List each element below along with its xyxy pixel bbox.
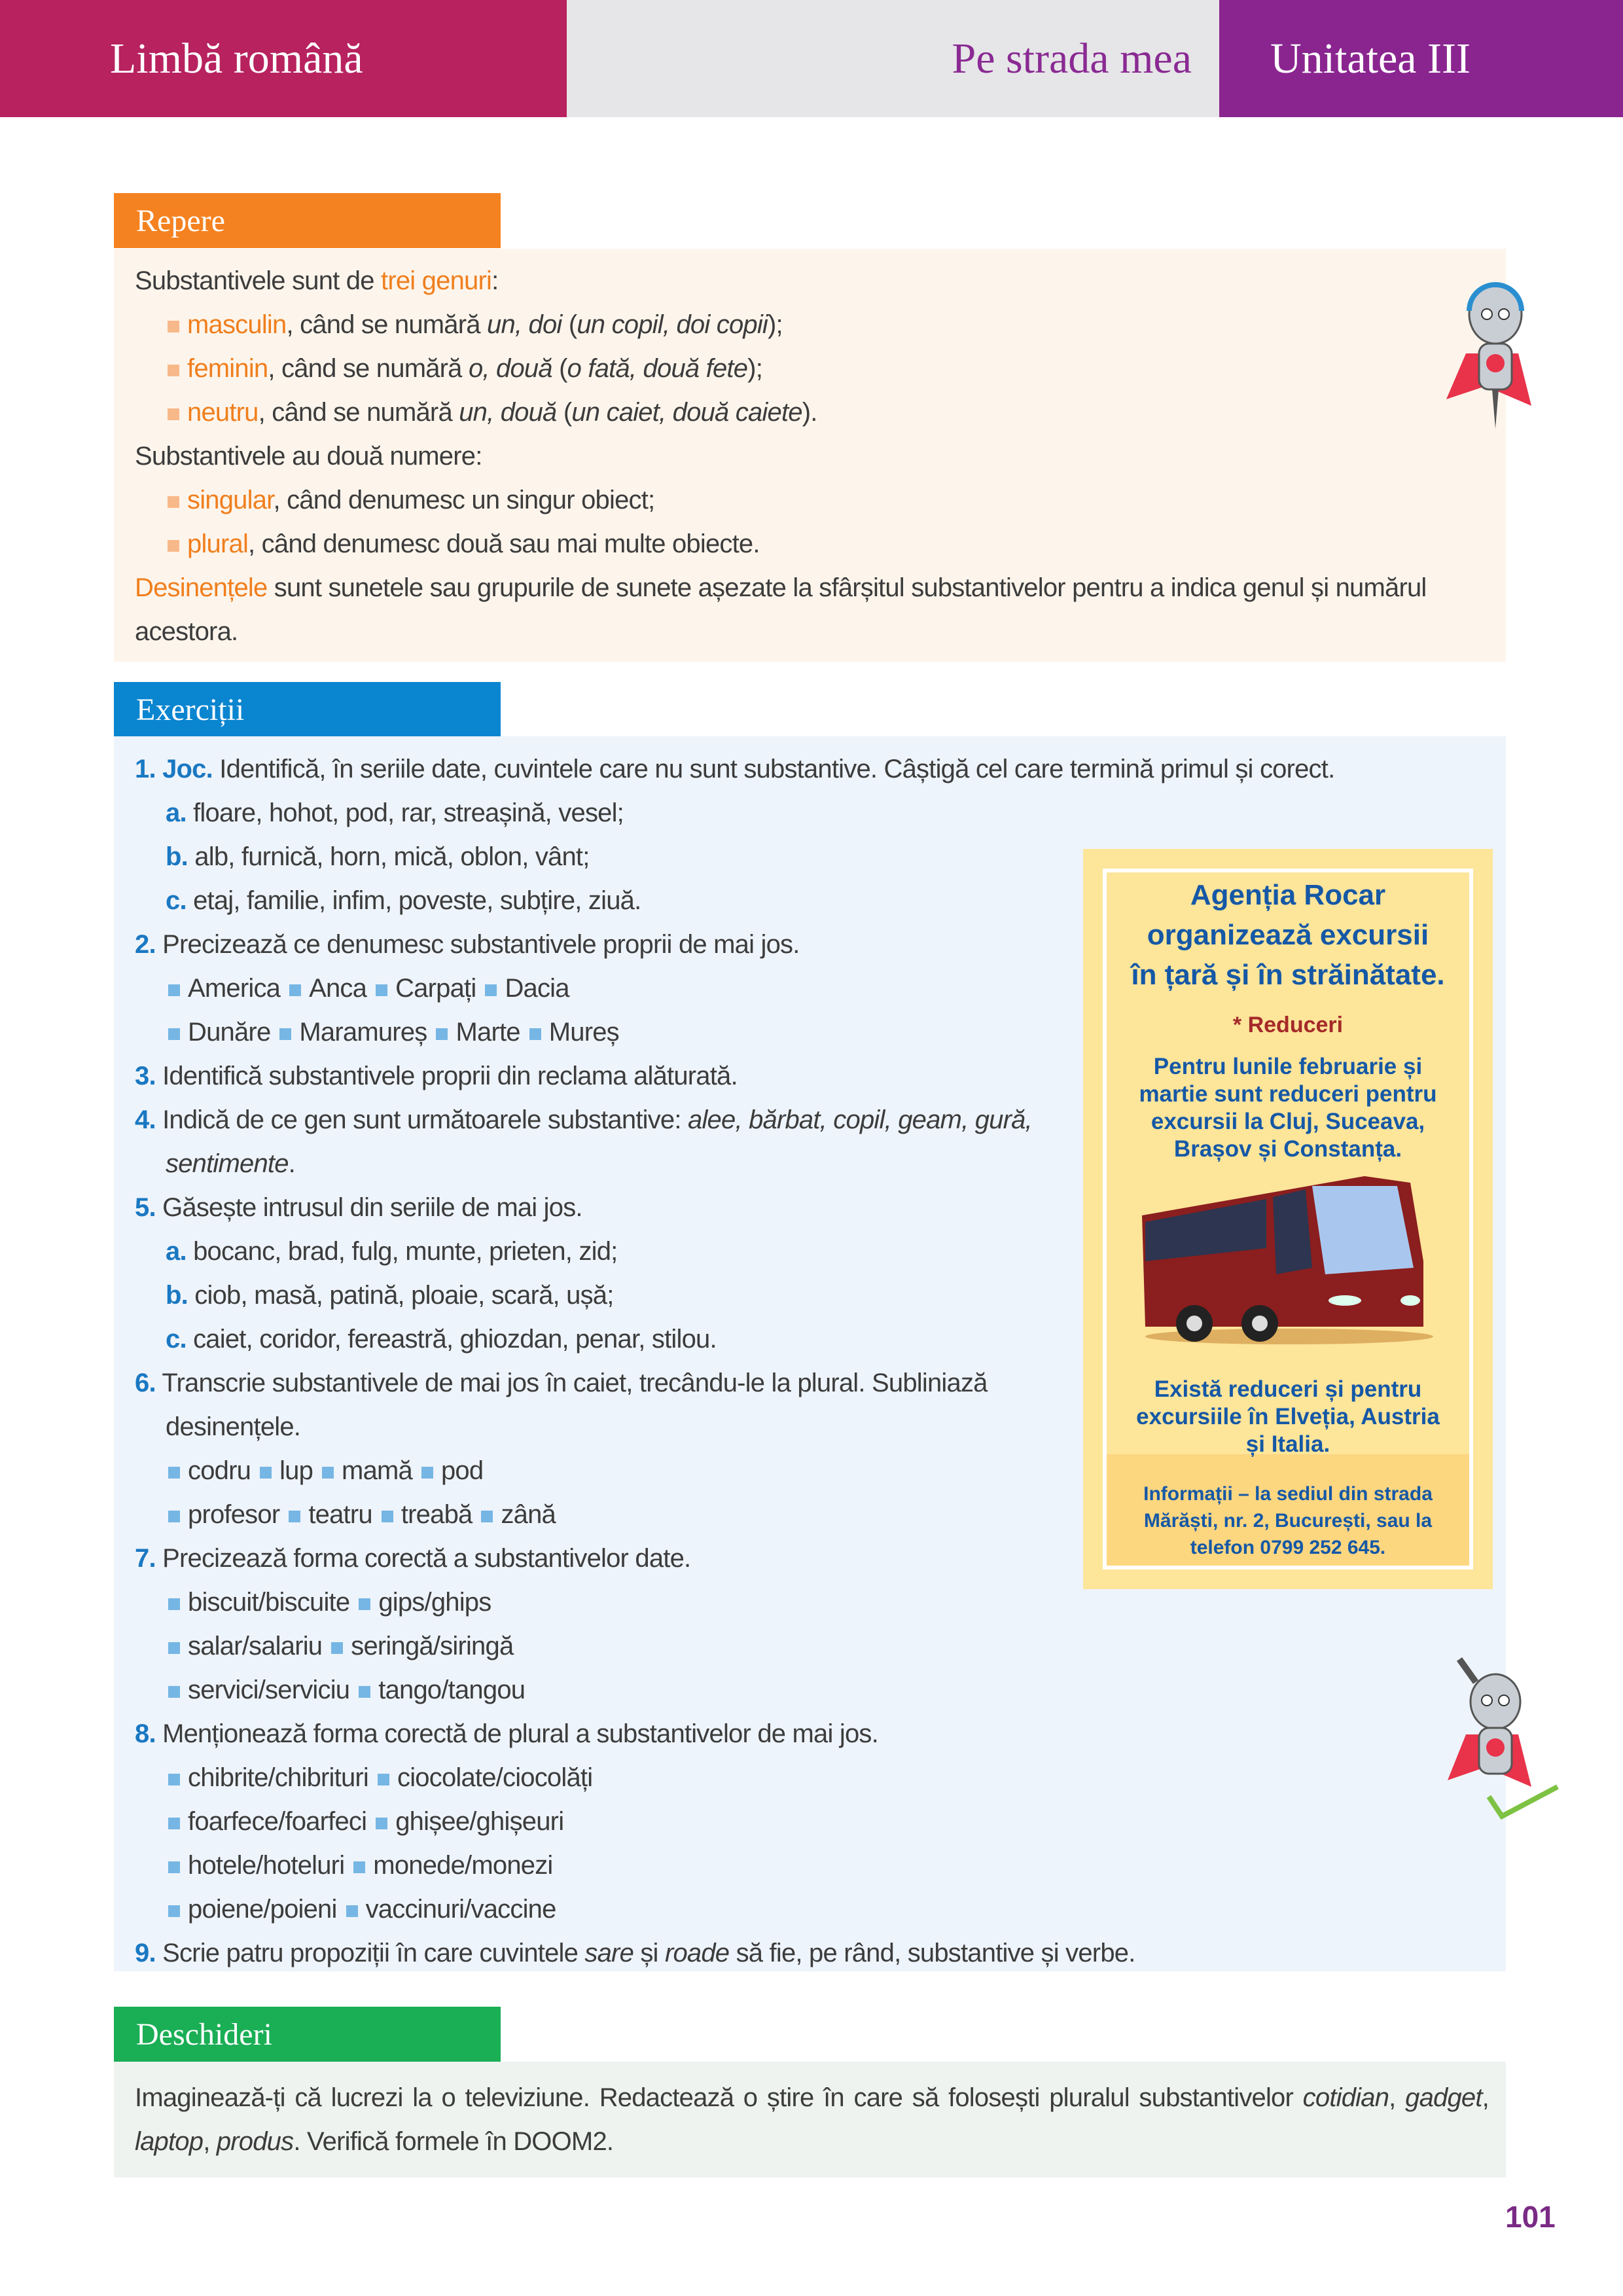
- word: Mureș: [548, 1018, 619, 1047]
- ad-abroad-line: și Italia.: [1245, 1431, 1330, 1457]
- lesson-title: Pe strada mea: [567, 0, 1219, 117]
- exercise-number: 4.: [135, 1105, 156, 1134]
- bullet-item: [135, 478, 1480, 522]
- bullet-icon: [279, 1028, 291, 1040]
- bullet-icon: [168, 1028, 180, 1040]
- word: Marte: [455, 1018, 520, 1047]
- bullet-icon: [168, 321, 179, 332]
- text-run: masculin: [187, 310, 287, 339]
- text-run: și: [633, 1939, 665, 1967]
- exercise-item: [135, 1712, 1496, 1756]
- text-run: Joc.: [162, 755, 213, 783]
- word: Anca: [309, 974, 367, 1003]
- word: America: [188, 974, 281, 1003]
- text-run: Substantivele sunt de: [135, 266, 381, 295]
- exercise-number: 3.: [135, 1062, 156, 1090]
- text-run: laptop: [135, 2127, 204, 2156]
- subitem-letter: a.: [166, 1237, 187, 1266]
- text-run: Identifică substantivele proprii din reclama alăturată.: [162, 1062, 738, 1090]
- word-list: [135, 1800, 1496, 1844]
- word: ciocolate/ciocolăți: [397, 1763, 593, 1792]
- bullet-item: [135, 347, 1480, 391]
- bus-icon: [1135, 1170, 1443, 1353]
- word: treabă: [401, 1500, 473, 1529]
- exercise-item: [135, 1098, 1064, 1186]
- ad-discount-line: excursii la Cluj, Suceava,: [1150, 1109, 1425, 1134]
- text-run: , când denumesc două sau mai multe obiecte.: [248, 529, 760, 558]
- bullet-icon: [421, 1467, 433, 1479]
- bullet-icon: [529, 1028, 541, 1040]
- exercise-number: 8.: [135, 1719, 156, 1748]
- bullet-icon: [353, 1861, 365, 1873]
- bullet-icon: [168, 1598, 180, 1610]
- text-run: neutru: [187, 398, 259, 427]
- ad-title-line: organizează excursii: [1147, 919, 1429, 951]
- text-run: plural: [187, 529, 249, 558]
- text-run: (: [556, 398, 572, 427]
- ad-discount-line: martie sunt reduceri pentru: [1139, 1081, 1437, 1107]
- text-run: ciob, masă, patină, ploaie, scară, ușă;: [194, 1281, 614, 1310]
- robot-mascot-icon: [1440, 275, 1551, 439]
- word: mamă: [342, 1456, 412, 1485]
- text-run: . Verifică formele în DOOM2.: [293, 2127, 614, 2156]
- exercise-number: 5.: [135, 1193, 156, 1222]
- text-run: Menționează forma corectă de plural a substantivelor de mai jos.: [162, 1719, 878, 1748]
- exercitii-tab: Exerciții: [114, 682, 501, 737]
- ad-reduceri: * Reduceri: [1232, 1013, 1344, 1037]
- text-run: ,: [1389, 2083, 1406, 2112]
- text-run: etaj, familie, infim, poveste, subțire, ziuă.: [193, 886, 641, 915]
- word-list: [135, 1844, 1496, 1888]
- bullet-icon: [322, 1467, 334, 1479]
- paragraph: [135, 566, 1480, 654]
- text-run: .: [288, 1149, 295, 1178]
- text-run: Precizează ce denumesc substantivele proprii de mai jos.: [162, 930, 800, 959]
- word: Dunăre: [188, 1018, 271, 1047]
- text-run: caiet, coridor, fereastră, ghiozdan, penar, stilou.: [193, 1325, 717, 1354]
- text-run: produs: [216, 2127, 294, 2156]
- word: hotele/hoteluri: [188, 1851, 345, 1880]
- ad-title-line: Agenția Rocar: [1190, 879, 1386, 911]
- bullet-icon: [260, 1467, 272, 1479]
- word: Carpați: [395, 974, 476, 1003]
- word-list: [135, 1888, 1496, 1931]
- repere-box: [114, 249, 1506, 662]
- bullet-icon: [359, 1598, 370, 1610]
- bullet-icon: [376, 984, 387, 996]
- subitem-letter: b.: [166, 1281, 188, 1310]
- ad-title-line: în țară și în străinătate.: [1131, 959, 1445, 991]
- word: Maramureș: [299, 1018, 427, 1047]
- word: foarfece/foarfeci: [188, 1807, 367, 1836]
- text-run: ,: [203, 2127, 217, 2156]
- bullet-item: [135, 522, 1480, 566]
- bullet-icon: [168, 1642, 180, 1654]
- word: servici/serviciu: [188, 1676, 350, 1704]
- bullet-icon: [168, 1511, 180, 1522]
- bullet-icon: [359, 1686, 370, 1698]
- page-number: 101: [1505, 2200, 1556, 2234]
- text-run: bocanc, brad, fulg, munte, prieten, zid;: [193, 1237, 618, 1266]
- bullet-icon: [168, 1467, 180, 1479]
- text-run: Substantivele au două numere:: [135, 442, 482, 471]
- text-run: singular: [187, 486, 274, 514]
- text-run: );: [747, 354, 763, 383]
- ad-abroad-line: excursiile în Elveția, Austria: [1136, 1404, 1440, 1429]
- text-run: o, două: [468, 354, 552, 383]
- text-run: floare, hohot, pod, rar, streașină, vesel;: [193, 798, 624, 827]
- word: chibrite/chibrituri: [188, 1763, 369, 1792]
- word: Dacia: [505, 974, 569, 1003]
- robot-mascot-check-icon: [1440, 1656, 1564, 1826]
- text-run: alee, bărbat, copil, geam, gură, sentimente: [166, 1105, 1032, 1178]
- text-run: , când se numără: [258, 398, 459, 427]
- exercise-item: [135, 1931, 1496, 1975]
- text-run: trei genuri: [381, 266, 492, 295]
- bullet-icon: [289, 984, 301, 996]
- word: monede/monezi: [373, 1851, 553, 1880]
- bullet-item: [135, 391, 1480, 435]
- word: gips/ghips: [378, 1588, 491, 1617]
- unit-label: Unitatea III: [1219, 0, 1623, 117]
- word: seringă/siringă: [351, 1632, 514, 1660]
- subitem-letter: c.: [166, 886, 187, 915]
- subitem-letter: b.: [166, 842, 188, 871]
- text-run: alb, furnică, horn, mică, oblon, vânt;: [194, 842, 590, 871]
- text-run: (: [552, 354, 567, 383]
- bullet-icon: [168, 365, 179, 376]
- text-run: sunt sunetele sau grupurile de sunete așezate la sfârșitul substantivelor pentru a indica genul și numărul acestora.: [135, 573, 1427, 646]
- text-run: un, doi: [487, 310, 562, 339]
- word-list: [135, 1668, 1496, 1712]
- bullet-icon: [346, 1905, 358, 1917]
- text-run: să fie, pe rând, substantive și verbe.: [729, 1939, 1135, 1967]
- text-run: o fată, două fete: [567, 354, 748, 383]
- text-run: ,: [1482, 2083, 1489, 2112]
- exercise-item: [135, 747, 1496, 791]
- exercise-number: 7.: [135, 1544, 156, 1573]
- word: ghișee/ghișeuri: [395, 1807, 564, 1836]
- text-run: (: [562, 310, 577, 339]
- ad-abroad-line: Există reduceri și pentru: [1154, 1376, 1422, 1402]
- word-list: [135, 1756, 1496, 1800]
- text-run: , când se numără: [268, 354, 469, 383]
- bullet-icon: [168, 408, 179, 420]
- exercise-subitem: [135, 791, 1496, 835]
- bullet-icon: [168, 984, 180, 996]
- ad-discount-line: Brașov și Constanța.: [1173, 1136, 1402, 1162]
- ad-info-line: telefon 0799 252 645.: [1190, 1537, 1386, 1558]
- bullet-icon: [376, 1818, 387, 1829]
- bullet-icon: [485, 984, 497, 996]
- text-run: ).: [802, 398, 817, 427]
- deschideri-tab: Deschideri: [114, 2007, 501, 2062]
- text-run: un caiet, două caiete: [571, 398, 802, 427]
- text-run: , când se numără: [286, 310, 488, 339]
- exercise-number: 1.: [135, 755, 156, 783]
- text-run: , când denumesc un singur obiect;: [273, 486, 655, 514]
- bullet-icon: [168, 1861, 180, 1873]
- text-run: gadget: [1405, 2083, 1482, 2112]
- word: teatru: [308, 1500, 372, 1529]
- word: poiene/poieni: [188, 1895, 337, 1924]
- text-run: roade: [664, 1939, 730, 1967]
- word: vaccinuri/vaccine: [365, 1895, 556, 1924]
- subject-header: Limbă română: [0, 0, 567, 117]
- word: tango/tangou: [378, 1676, 526, 1704]
- bullet-item: [135, 303, 1480, 347]
- word: salar/salariu: [188, 1632, 323, 1660]
- bullet-icon: [436, 1028, 448, 1040]
- paragraph: [135, 259, 1480, 303]
- bullet-icon: [168, 1774, 180, 1785]
- text-run: cotidian: [1302, 2083, 1389, 2112]
- text-run: Scrie patru propoziții în care cuvintele: [162, 1939, 585, 1967]
- text-run: Imaginează-ți că lucrezi la o televiziune. Redactează o știre în care să folosești pluralul substantivelor: [135, 2083, 1303, 2112]
- bullet-icon: [168, 540, 179, 552]
- bullet-icon: [378, 1774, 389, 1785]
- text-run: Identifică, în seriile date, cuvintele care nu sunt substantive. Câștigă cel care termină primul și corect.: [212, 755, 1335, 783]
- word: biscuit/biscuite: [188, 1588, 350, 1617]
- text-run: :: [491, 266, 499, 295]
- word: zână: [501, 1500, 556, 1529]
- bullet-icon: [168, 1905, 180, 1917]
- word: profesor: [188, 1500, 280, 1529]
- word: pod: [440, 1456, 484, 1485]
- exercise-item: [135, 1361, 1064, 1449]
- exercise-number: 9.: [135, 1939, 156, 1967]
- subitem-letter: c.: [166, 1325, 187, 1354]
- paragraph: [135, 435, 1480, 478]
- text-run: Desinențele: [135, 573, 268, 602]
- text-run: Găsește intrusul din seriile de mai jos.: [162, 1193, 582, 1222]
- text-run: Precizează forma corectă a substantivelor date.: [162, 1544, 691, 1573]
- bullet-icon: [168, 1818, 180, 1829]
- text-run: Transcrie substantivele de mai jos în caiet, trecându-le la plural. Subliniază desinențele.: [162, 1369, 988, 1441]
- bullet-icon: [331, 1642, 343, 1654]
- text-run: Indică de ce gen sunt următoarele substantive:: [162, 1105, 688, 1134]
- deschideri-box: [114, 2062, 1506, 2178]
- text-run: feminin: [187, 354, 268, 383]
- text-run: );: [768, 310, 783, 339]
- travel-ad: [1083, 849, 1493, 1589]
- exercise-number: 2.: [135, 930, 156, 959]
- text-run: un copil, doi copii: [577, 310, 768, 339]
- text-run: un, două: [459, 398, 557, 427]
- text-run: sare: [584, 1939, 634, 1967]
- ad-discount-line: Pentru lunile februarie și: [1153, 1054, 1423, 1079]
- bullet-icon: [168, 1686, 180, 1698]
- exercise-number: 6.: [135, 1369, 156, 1397]
- bullet-icon: [481, 1511, 493, 1522]
- bullet-icon: [168, 496, 179, 508]
- subitem-letter: a.: [166, 798, 187, 827]
- ad-info-line: Mărăști, nr. 2, București, sau la: [1143, 1510, 1433, 1532]
- ad-info-line: Informații – la sediul din strada: [1143, 1483, 1433, 1505]
- repere-tab: Repere: [114, 193, 501, 248]
- bullet-icon: [382, 1511, 393, 1522]
- word-list: [135, 1624, 1496, 1668]
- word: codru: [188, 1456, 251, 1485]
- word: lup: [279, 1456, 313, 1485]
- bullet-icon: [289, 1511, 300, 1522]
